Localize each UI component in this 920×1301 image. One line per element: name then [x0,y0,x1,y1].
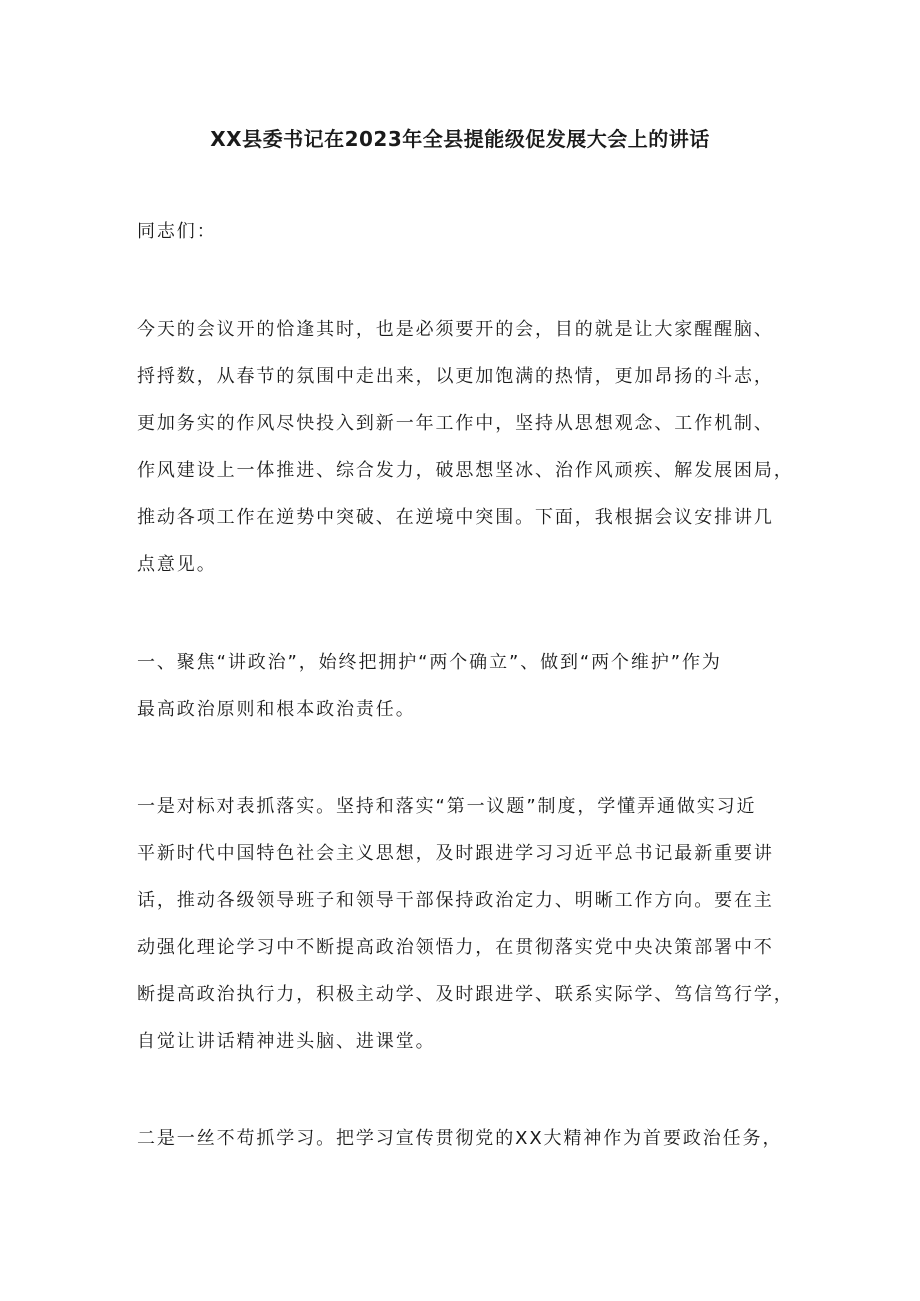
paragraph-line: 作风建设上一体推进、综合发力，破思想坚冰、治作风顽疾、解发展困局， [137,460,794,481]
paragraph-line: 动强化理论学习中不断提高政治领悟力，在贯彻落实党中央决策部署中不 [137,937,774,958]
paragraph-line: 捋捋数，从春节的氛围中走出来，以更加饱满的热情，更加昂扬的斗志， [137,366,774,387]
paragraph-line: 一是对标对表抓落实。坚持和落实“第一议题”制度，学懂弄通做实习近 [137,796,757,817]
section-heading-line: 一、聚焦“讲政治”，始终把拥护“两个确立”、做到“两个维护”作为 [137,652,722,673]
paragraph-line: 话，推动各级领导班子和领导干部保持政治定力、明晰工作方向。要在主 [137,890,774,911]
paragraph-line: 更加务实的作风尽快投入到新一年工作中，坚持从思想观念、工作机制、 [137,413,774,434]
salutation: 同志们： [137,221,217,242]
paragraph-line: 今天的会议开的恰逢其时，也是必须要开的会，目的就是让大家醒醒脑、 [137,319,774,340]
paragraph-line: 点意见。 [137,554,217,575]
section-heading-line: 最高政治原则和根本政治责任。 [137,699,416,720]
paragraph-line: 平新时代中国特色社会主义思想，及时跟进学习习近平总书记最新重要讲 [137,843,774,864]
paragraph-line: 断提高政治执行力，积极主动学、及时跟进学、联系实际学、笃信笃行学， [137,984,794,1005]
paragraph-line: 推动各项工作在逆势中突破、在逆境中突围。下面，我根据会议安排讲几 [137,507,774,528]
paragraph-line: 自觉让讲话精神进头脑、进课堂。 [137,1031,436,1052]
paragraph-line: 二是一丝不苟抓学习。把学习宣传贯彻党的XX大精神作为首要政治任务， [137,1128,783,1149]
document-title: XX县委书记在2023年全县提能级促发展大会上的讲话 [210,127,710,151]
